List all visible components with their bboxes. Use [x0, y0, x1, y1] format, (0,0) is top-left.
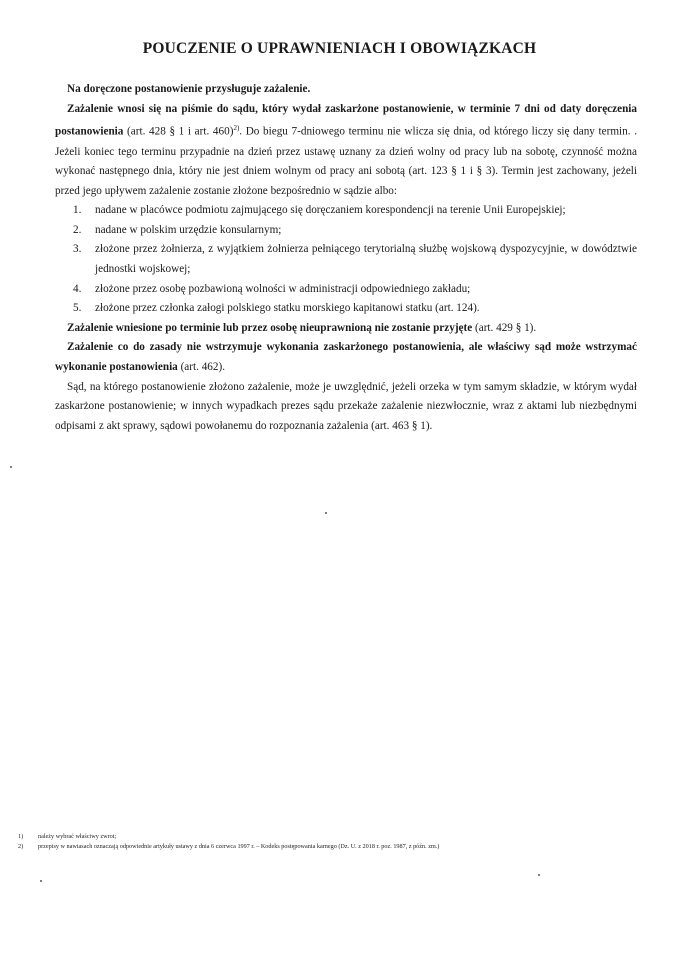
paragraph-2-rest: . Do biegu 7-dniowego terminu nie wlicza się dnia, od którego liczy się dany termin. . Jeżeli koniec tego terminu przypadnie na dzień przez ustawę uznany za dzień wolny od pracy lub na sobotę, czynność można wykonać następnego dnia, który nie jest dniem wolnym od pracy ani sobotą (art. 123 § 1 i § 3). Termin jest zachowany, jeżeli przed jego upływem zażalenie zostanie złożone bezpośrednio w sądzie albo: — [55, 125, 637, 197]
list-item — [55, 221, 637, 241]
delivery-methods-list — [55, 201, 637, 319]
paragraph-1: Na doręczone postanowienie przysługuje zażalenie. — [67, 83, 311, 95]
list-item-text: nadane w polskim urzędzie konsularnym; — [95, 223, 282, 236]
footnote-ref-2: 2) — [233, 124, 240, 133]
paragraph-3-ref: (art. 429 § 1). — [472, 321, 537, 334]
list-item — [55, 299, 637, 319]
list-item-number: 3. — [73, 243, 82, 256]
list-item-text: złożone przez osobę pozbawioną wolności w administracji odpowiedniego zakładu; — [95, 282, 471, 295]
paragraph-2 — [55, 100, 637, 202]
paragraph-4-bold: Zażalenie co do zasady nie wstrzymuje wykonania zaskarżonego postanowienia, ale właściwy sąd może wstrzymać wykonanie postanowienia — [55, 341, 637, 374]
list-item-number: 4. — [73, 282, 82, 295]
footnotes — [18, 832, 658, 852]
paragraph-4 — [55, 338, 637, 377]
list-item-number: 2. — [73, 223, 82, 236]
scan-speck — [10, 466, 12, 468]
scan-speck — [325, 512, 327, 514]
list-item-text: nadane w placówce podmiotu zajmującego się doręczaniem korespondencji na terenie Unii Europejskiej; — [95, 204, 566, 217]
list-item-number: 5. — [73, 302, 82, 315]
scan-speck — [40, 880, 42, 882]
footnote — [18, 842, 658, 852]
footnote-number: 1) — [18, 833, 24, 840]
paragraph-4-ref: (art. 462). — [177, 361, 226, 374]
paragraph-3 — [55, 319, 637, 339]
paragraph-3-bold: Zażalenie wniesione po terminie lub przez osobę nieuprawnioną nie zostanie przyjęte — [67, 321, 473, 334]
paragraph-2-ref: (art. 428 § 1 i art. 460) — [123, 125, 234, 138]
scan-speck — [538, 874, 540, 876]
footnote-text: należy wybrać właściwy zwrot; — [38, 833, 117, 840]
footnote-text: przepisy w nawiasach oznaczają odpowiednie artykuły ustawy z dnia 6 czerwca 1997 r. – Kodeks postępowania karnego (Dz. U. z 2018 r. poz. 1987, z późn. zm.) — [38, 843, 440, 850]
paragraph-2-bold: Zażalenie wnosi się na piśmie do sądu, który wydał zaskarżone postanowienie, w terminie 7 dni od daty doręczenia postanowienia — [55, 102, 637, 138]
paragraph-5: Sąd, na którego postanowienie złożono zażalenie, może je uwzględnić, jeżeli orzeka w tym samym składzie, w którym wydał zaskarżone postanowienie; w innych wypadkach prezes sądu przekaże zażalenie niezwłocznie, wraz z aktami lub niezbędnymi odpisami z akt sprawy, sądowi powołanemu do rozpoznania zażalenia (art. 463 § 1). — [55, 380, 637, 432]
list-item-text: złożone przez członka załogi polskiego statku morskiego kapitanowi statku (art. 124). — [95, 302, 480, 315]
footnote — [18, 832, 658, 842]
footnote-number: 2) — [18, 843, 24, 850]
list-item-number: 1. — [73, 204, 82, 217]
list-item — [55, 280, 637, 300]
list-item — [55, 240, 637, 279]
document-body — [55, 80, 637, 436]
list-item — [55, 201, 637, 221]
document-title: POUCZENIE O UPRAWNIENIACH I OBOWIĄZKACH — [142, 40, 537, 57]
list-item-text: złożone przez żołnierza, z wyjątkiem żołnierza pełniącego terytorialną służbę wojskową dyspozycyjnie, w dowództwie jednostki wojskowej; — [95, 243, 637, 276]
